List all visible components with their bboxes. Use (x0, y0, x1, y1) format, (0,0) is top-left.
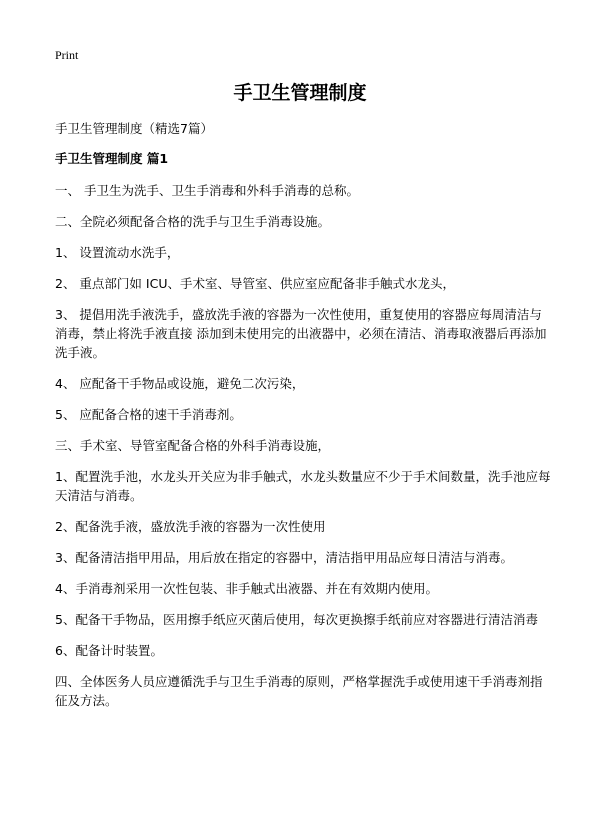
document-body (55, 181, 553, 722)
document-title: 手卫生管理制度 (233, 82, 367, 104)
section-heading: 手卫生管理制度 篇1 (55, 151, 169, 166)
paragraph: 四、全体医务人员应遵循洗手与卫生手消毒的原则，严格掌握洗手或使用速干手消毒剂指征及方法。 (55, 674, 543, 708)
paragraph: 6、配备计时装置。 (55, 643, 163, 658)
paragraph: 二、全院必须配备合格的洗手与卫生手消毒设施。 (55, 214, 331, 229)
paragraph: 5、配备干手物品，医用擦手纸应灭菌后使用，每次更换擦手纸前应对容器进行清洁消毒 (55, 612, 538, 627)
paragraph: 2、配备洗手液，盛放洗手液的容器为一次性使用 (55, 519, 326, 534)
paragraph: 2、 重点部门如 ICU、手术室、导管室、供应室应配备非手触式水龙头， (55, 276, 455, 291)
paragraph: 1、配置洗手池，水龙头开关应为非手触式，水龙头数量应不少于手术间数量，洗手池应每天清洁与消毒。 (55, 469, 551, 503)
paragraph: 4、手消毒剂采用一次性包装、非手触式出液器、并在有效期内使用。 (55, 581, 438, 596)
paragraph: 一、 手卫生为洗手、卫生手消毒和外科手消毒的总称。 (55, 183, 359, 198)
paragraph: 4、 应配备干手物品或设施，避免二次污染， (55, 376, 305, 391)
paragraph: 3、配备清洁指甲用品，用后放在指定的容器中，清洁指甲用品应每日清洁与消毒。 (55, 550, 513, 565)
document-subtitle: 手卫生管理制度（精选7篇） (55, 121, 213, 136)
print-label: Print (55, 48, 79, 62)
paragraph: 1、 设置流动水洗手， (55, 245, 180, 260)
paragraph: 3、 提倡用洗手液洗手，盛放洗手液的容器为一次性使用，重复使用的容器应每周清洁与消毒，禁止将洗手液直接 添加到未使用完的出液器中，必须在清洁、消毒取液器后再添加洗手液。 (55, 307, 547, 360)
paragraph: 三、手术室、导管室配备合格的外科手消毒设施， (55, 438, 331, 453)
paragraph: 5、 应配备合格的速干手消毒剂。 (55, 407, 242, 422)
